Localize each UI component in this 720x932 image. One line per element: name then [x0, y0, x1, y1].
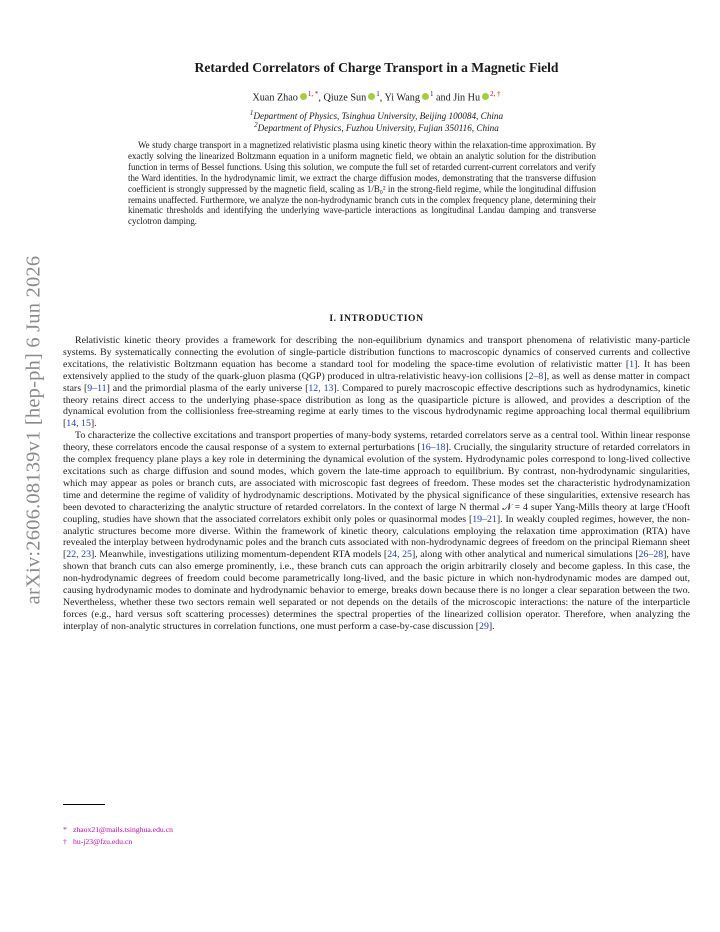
email-link[interactable]: hu-j23@fzu.edu.cn [73, 837, 133, 846]
citation-link[interactable]: 14, 15 [66, 418, 91, 430]
email-link[interactable]: zhaox21@mails.tsinghua.edu.cn [73, 825, 173, 834]
citation-link[interactable]: 26–28 [638, 549, 664, 561]
paper-title: Retarded Correlators of Charge Transport in a Magnetic Field [194, 60, 559, 75]
citation-link[interactable]: 22, 23 [66, 549, 92, 561]
author-affil-mark: 1 [429, 90, 434, 98]
author-list: Xuan Zhao $^{1, *}$, Qiuze Sun $^1$, Yi Wang $^1$ and Jin Hu $^{2, \dagger}$ [252, 90, 501, 104]
citation-link[interactable]: 19–21 [472, 513, 497, 525]
citation-link[interactable]: 2–8 [528, 370, 544, 382]
author-name[interactable]: Jin Hu [453, 92, 481, 104]
orcid-icon[interactable] [368, 93, 375, 100]
citation-link[interactable]: 16–18 [420, 442, 446, 454]
author-name[interactable]: Qiuze Sun [323, 92, 367, 104]
author-affil-mark: 1 [376, 90, 380, 98]
orcid-icon[interactable] [482, 93, 489, 100]
citation-link[interactable]: 9–11 [87, 382, 107, 394]
author-affil-mark[interactable]: 1, * [307, 90, 319, 98]
paragraph: To characterize the collective excitations and transport properties of many-body systems, retarded correlators serve as a central tool. Within linear response theory, these correlators encode the causal response of a system to external perturbations [16–18]. Crucially, the singularity structure of retarded correlators in the complex frequency plane plays a key role in determining the dynamical evolution of the system. Hydrodynamic poles correspond to long-lived collective excitations such as charge diffusion and sound modes, which govern the late-time approach to equilibrium. By contrast, non-hydrodynamic singularities, which may appear as poles or branch cuts, are associated with microscopic fast degrees of freedom. These modes set the characteristic hydrodynamization time and determine the regime of validity of hydrodynamic descriptions. Motivated by the physical significance of these singularities, extensive research has been devoted to characterizing the analytic structure of retarded correlators. In the context of large N thermal 𝒩 = 4 super Yang-Mills theory at large t'Hooft coupling, studies have shown that the associated correlators exhibit only poles or quasinormal modes [19–21]. In weakly coupled regimes, however, the non-analytic structures become more diverse. Within the framework of kinetic theory, calculations employing the relaxation time approximation (RTA) have revealed the interplay between hydrodynamic poles and the branch cuts associated with non-hydrodynamic degrees of freedom on the principal Riemann sheet [22, 23]. Meanwhile, investigations utilizing momentum-dependent RTA models [24, 25], along with other analytical and numerical simulations [26–28], have shown that branch cuts can also emerge prominently, i.e., these branch cuts can approach the origin arbitrarily closely and become gapless. In this case, the non-hydrodynamic degrees of freedom could become parametrically long-lived, and the basic picture in which non-hydrodynamic modes are damped out, causing hydrodynamic modes to dominate and hydrodynamic behavior to emerge, breaks down because there is no longer a clear separation between the two. Nevertheless, whether these two sectors remain well separated or not depends on the details of the microscopic interactions: the nature of the interparticle forces (e.g., hard versus soft scattering processes) determines the spectral properties of the linearized collision operator. Therefore, when analyzing the interplay of non-analytic structures in correlation functions, one must perform a case-by-case discussion [29]. [63, 430, 691, 632]
section-heading: I. INTRODUCTION [329, 313, 424, 324]
affiliation-2: $^2$Department of Physics, Fuzhou University, Fujian 350116, China [254, 121, 499, 134]
author-name[interactable]: Yi Wang [384, 92, 420, 104]
footnote: * zhaox21@mails.tsinghua.edu.cn [63, 825, 173, 834]
citation-link[interactable]: 24, 25 [387, 549, 412, 561]
citation-link[interactable]: 29 [479, 620, 489, 632]
body-text [63, 335, 690, 633]
orcid-icon[interactable] [300, 93, 307, 100]
citation-link[interactable]: 1 [629, 358, 635, 370]
author-affil-mark[interactable]: 2, † [490, 90, 501, 98]
orcid-icon[interactable] [422, 93, 429, 100]
citation-link[interactable]: 12, 13 [308, 382, 334, 394]
footnote-rule [63, 804, 105, 805]
arxiv-id-text: arXiv:2606.08139v1 [hep-ph] 6 Jun 2026 [22, 255, 45, 605]
paragraph: Relativistic kinetic theory provides a framework for describing the non-equilibrium dynamics and transport phenomena of relativistic many-particle systems. By systematically connecting the evolution of single-particle distribution functions to macroscopic dynamics of conserved currents and collective excitations, the relativistic Boltzmann equation has become a standard tool for modeling the space-time evolution of relativistic matter [1]. It has been extensively applied to the study of the quark-gluon plasma (QGP) produced in ultra-relativistic heavy-ion collisions [2–8], as well as dense matter in compact stars [9–11] and the primordial plasma of the early universe [12, 13]. Compared to purely macroscopic effective descriptions such as hydrodynamics, kinetic theory retains direct access to the underlying phase-space distribution as long as the quasiparticle picture is allowed, and provides a description of the dynamical evolution from the collisionless free-streaming regime at early times to the viscous hydrodynamic regime approaching local thermal equilibrium [14, 15]. [63, 335, 691, 430]
arxiv-identifier-sidebar [14, 150, 54, 710]
abstract: We study charge transport in a magnetized relativistic plasma using kinetic theory within the relaxation-time approximation. By exactly solving the linearized Boltzmann equation in a uniform magnetic field, we obtain an analytic solution for the distribution function in terms of Bessel functions. Using this solution, we compute the full set of retarded current-current correlators and verify the Ward identities. In the hydrodynamic limit, we extract the charge diffusion modes, demonstrating that the transverse diffusion coefficient is strongly suppressed by the magnetic field, scaling as 1/B₀² in the strong-field regime, while the longitudinal diffusion remains unaffected. Furthermore, we analyze the non-hydrodynamic branch cuts in the complex frequency plane, determining their kinematic thresholds and identifying the underlying wave-particle interactions as longitudinal Landau damping and transverse cyclotron damping. [128, 140, 596, 227]
footnote: † hu-j23@fzu.edu.cn [63, 837, 133, 846]
affiliation-1: $^1$Department of Physics, Tsinghua University, Beijing 100084, China [249, 109, 504, 122]
author-name[interactable]: Xuan Zhao [252, 92, 298, 104]
